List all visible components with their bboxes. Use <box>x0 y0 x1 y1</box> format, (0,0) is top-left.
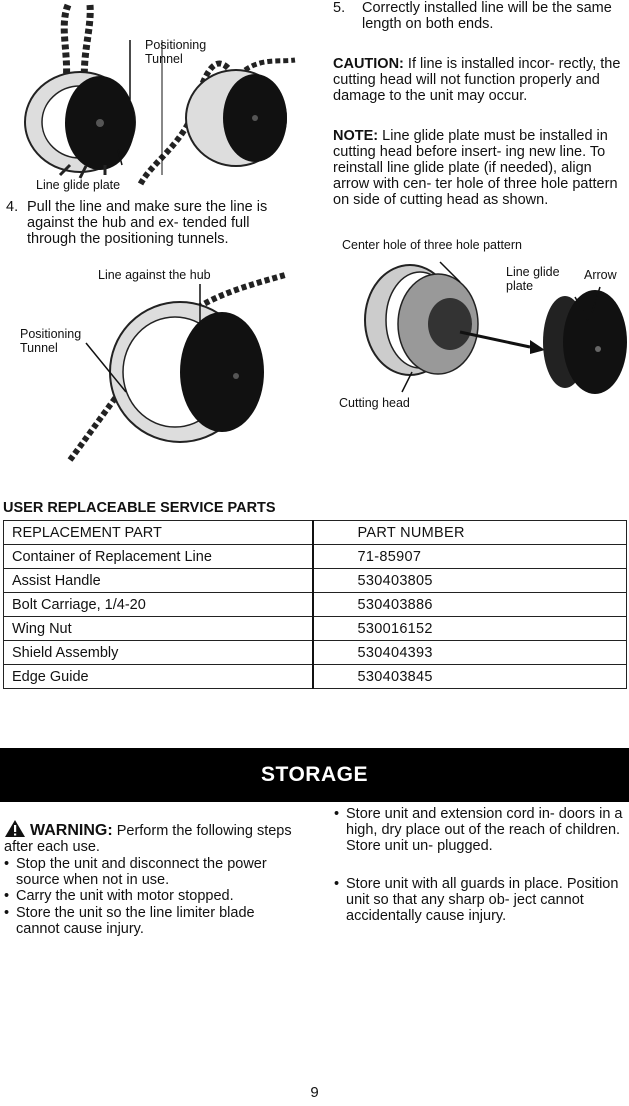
label-positioning-tunnel-2: Positioning Tunnel <box>20 327 82 355</box>
list-item: • Stop the unit and disconnect the power source when not in use. <box>4 856 267 888</box>
label-center-hole: Center hole of three hole pattern <box>342 238 522 252</box>
part-number: 530403886 <box>357 596 433 613</box>
caution-label: CAUTION: <box>333 56 404 72</box>
bullet-icon: • <box>4 856 10 872</box>
trimmer-head-illustration-2 <box>0 280 320 470</box>
warning-text: Perform the following steps after each use. <box>4 823 292 855</box>
label-line-against-hub: Line against the hub <box>98 268 211 282</box>
parts-title: USER REPLACEABLE SERVICE PARTS <box>3 500 276 516</box>
caution-text: If line is installed incor- rectly, the cutting head will not function properly and damage to the unit may occur. <box>333 56 621 104</box>
note-text: Line glide plate must be installed in cutting head before insert- ing new line. To reinstall line glide plate (if needed), align arrow with cen- ter hole of three hole pattern on side of cutting head as shown. <box>333 128 618 208</box>
part-number: 530016152 <box>357 620 433 637</box>
step-5-text: Correctly installed line will be the same length on both ends. <box>362 0 612 32</box>
label-line-glide-plate-1: Line glide plate <box>36 178 121 192</box>
label-positioning-tunnel-1: Positioning Tunnel <box>145 38 207 66</box>
table-row <box>4 545 627 569</box>
table-row <box>4 593 627 617</box>
label-cutting-head: Cutting head <box>339 396 410 410</box>
header-part-number: PART NUMBER <box>357 524 465 541</box>
part-name: Edge Guide <box>4 665 313 689</box>
step-5-number: 5. <box>333 0 346 16</box>
parts-table <box>3 520 627 689</box>
step-4-text: Pull the line and make sure the line is against the hub and ex- tended full through the positioning tunnels. <box>27 199 268 247</box>
part-name: Container of Replacement Line <box>4 545 313 569</box>
header-replacement-part: REPLACEMENT PART <box>4 521 313 545</box>
list-item: • Store unit and extension cord in- doors in a high, dry place out of the reach of children. Store unit un- plugged. <box>334 806 623 854</box>
part-number: 530404393 <box>357 644 433 661</box>
table-row <box>4 641 627 665</box>
list-item: • Store the unit so the line limiter blade cannot cause injury. <box>4 905 255 937</box>
part-name: Wing Nut <box>4 617 313 641</box>
table-header-row <box>4 521 627 545</box>
table-row <box>4 617 627 641</box>
warning-block <box>4 819 304 855</box>
part-name: Shield Assembly <box>4 641 313 665</box>
bullet-icon: • <box>4 905 10 921</box>
trimmer-head-illustration-1 <box>0 0 320 200</box>
part-name: Bolt Carriage, 1/4-20 <box>4 593 313 617</box>
list-item: • Carry the unit with motor stopped. <box>4 888 234 904</box>
bullet-icon: • <box>334 806 340 822</box>
label-line-glide-plate-2: Line glide plate <box>506 265 560 293</box>
step-4-number: 4. <box>6 199 19 215</box>
label-arrow: Arrow <box>584 268 617 282</box>
note-block <box>333 128 629 208</box>
bullet-icon: • <box>4 888 10 904</box>
bullet-icon: • <box>334 876 340 892</box>
part-number: 530403845 <box>357 668 433 685</box>
list-item: • Store unit with all guards in place. Position unit so that any sharp ob- ject cannot accidentally cause injury. <box>334 876 619 924</box>
part-number: 530403805 <box>357 572 433 589</box>
warning-label: WARNING: <box>30 822 113 839</box>
table-row <box>4 665 627 689</box>
part-number: 71-85907 <box>357 548 422 565</box>
table-row <box>4 569 627 593</box>
storage-title: STORAGE <box>0 748 629 802</box>
note-label: NOTE: <box>333 128 379 144</box>
part-name: Assist Handle <box>4 569 313 593</box>
caution-block <box>333 56 629 104</box>
page-number: 9 <box>310 1084 319 1101</box>
warning-icon <box>4 819 26 838</box>
